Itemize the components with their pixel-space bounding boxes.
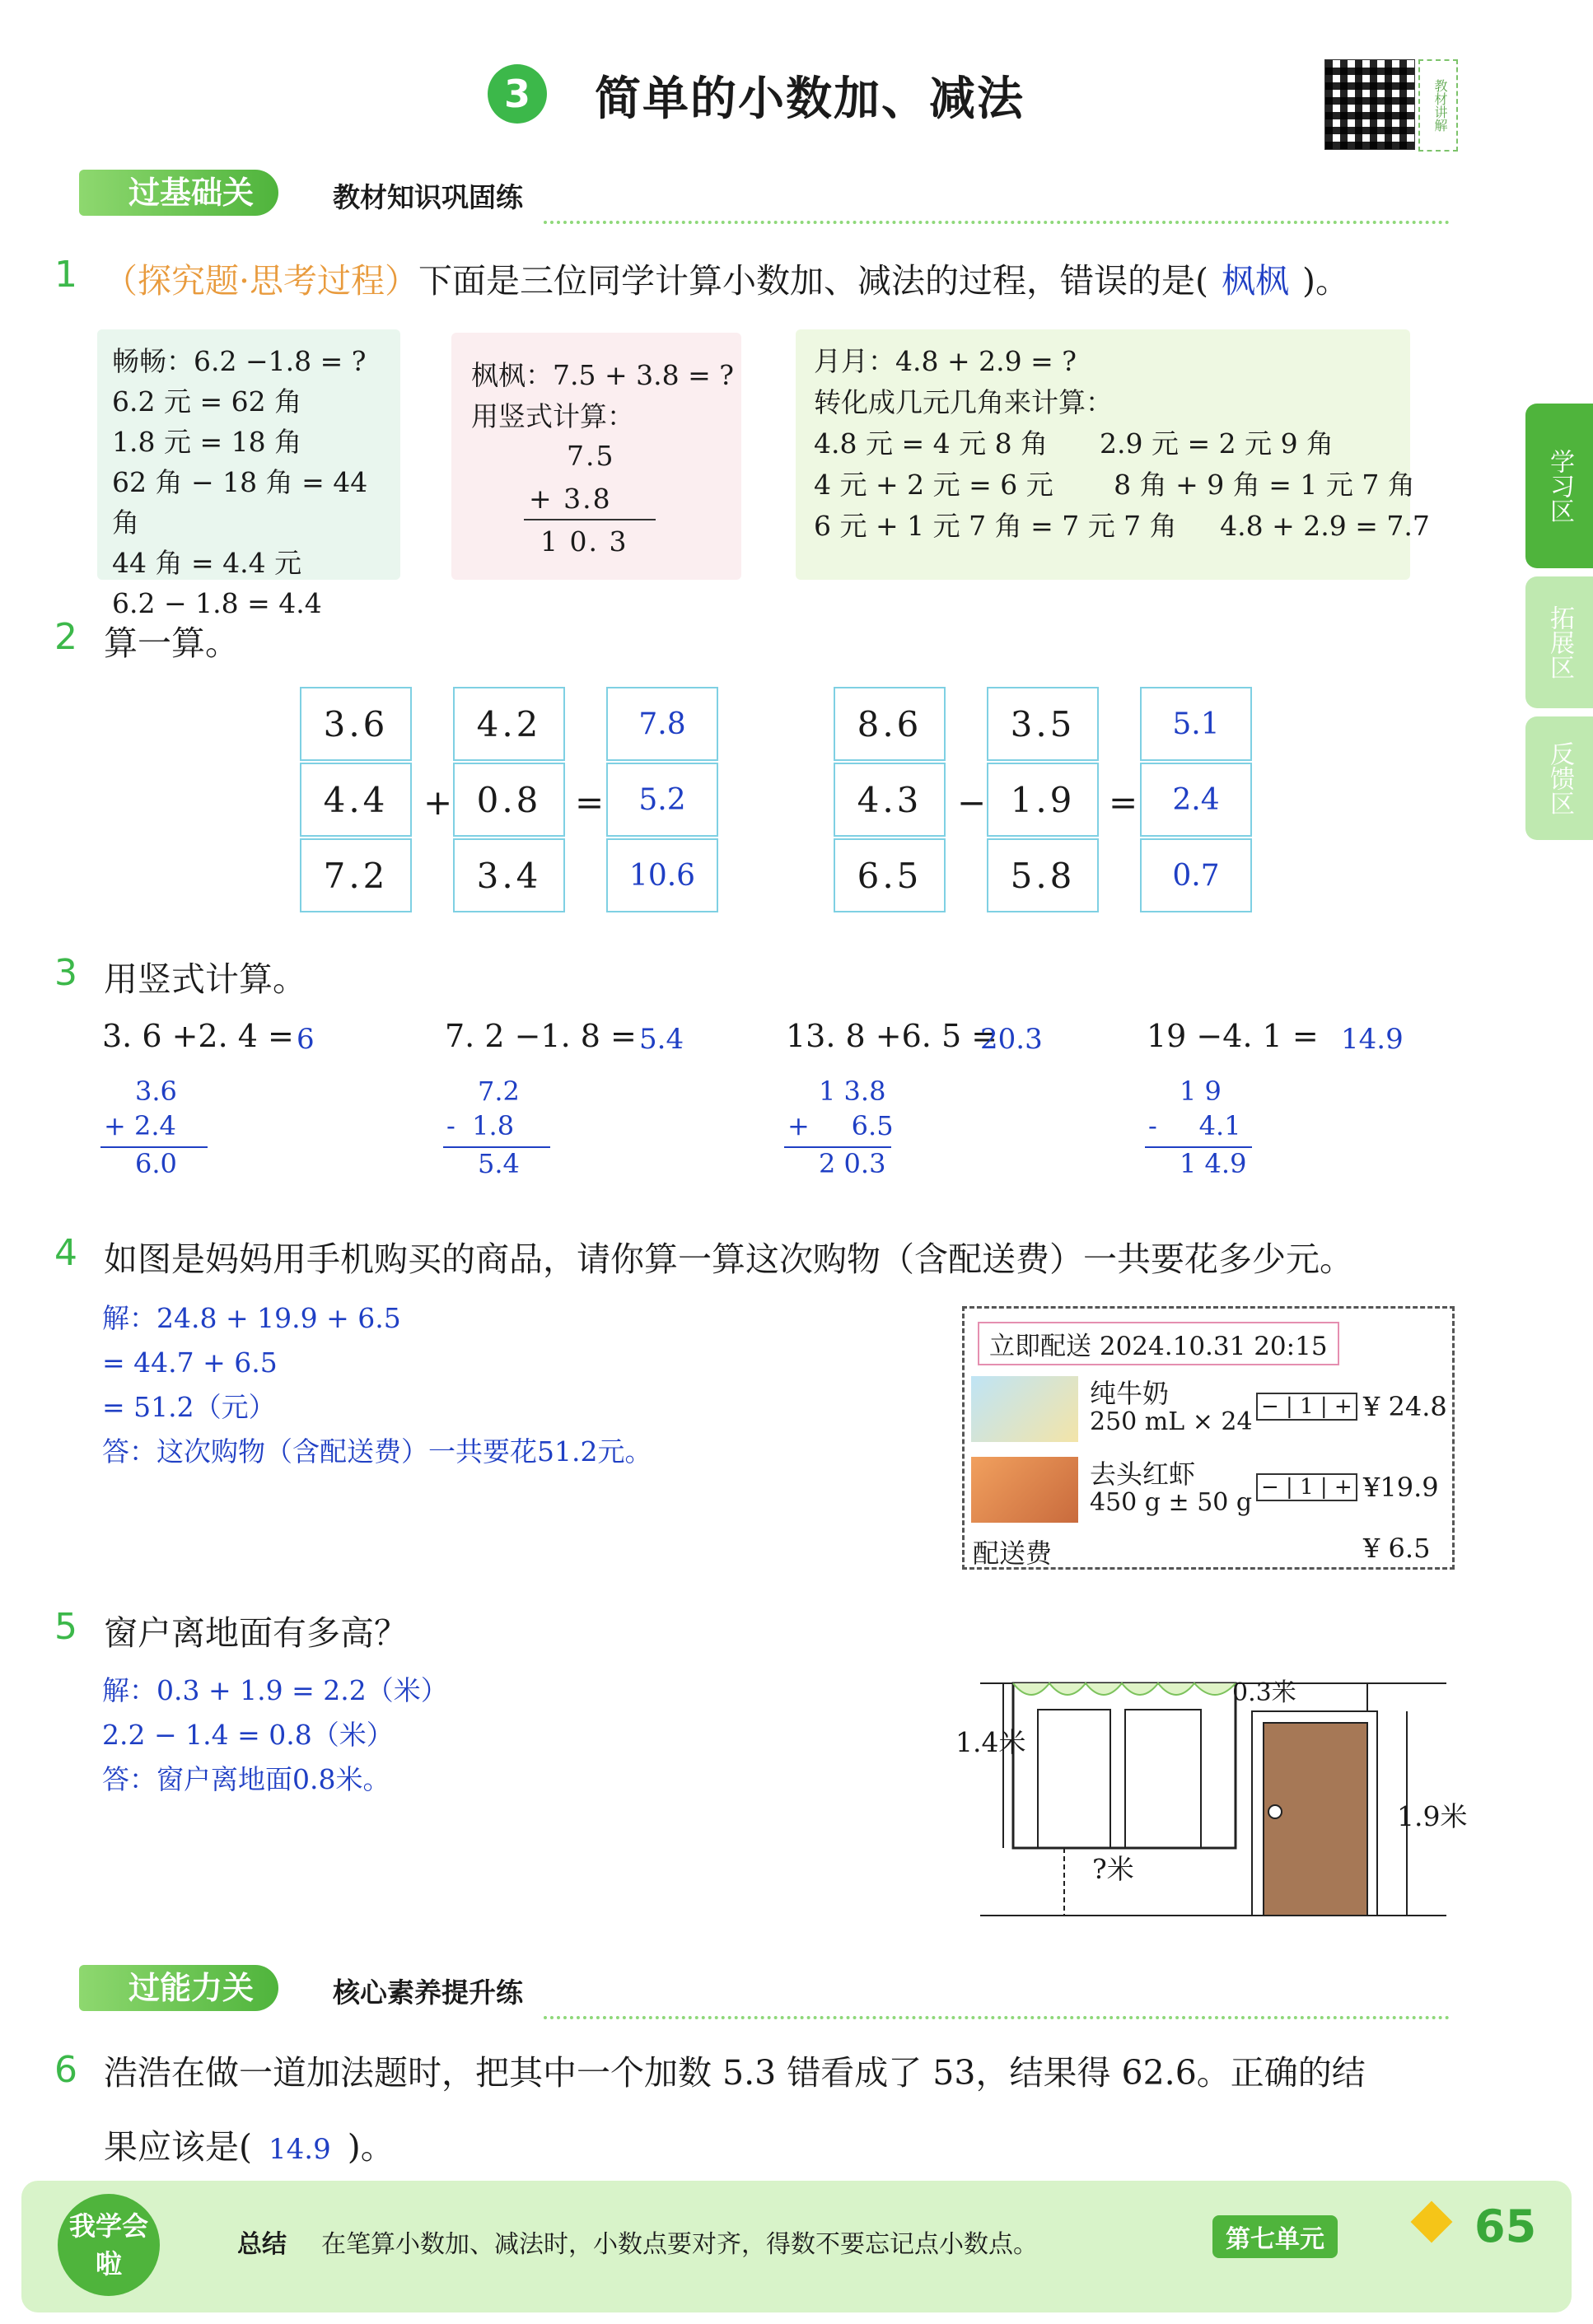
vertical-operand: 3.6 bbox=[135, 1076, 177, 1107]
section-divider bbox=[544, 221, 1450, 224]
answer-cell: 0.7 bbox=[1140, 838, 1252, 912]
q3-answer: 5.4 bbox=[639, 1023, 684, 1056]
gap-label: 0.3米 bbox=[1232, 1678, 1296, 1707]
q1-tag: （探究题·思考过程） bbox=[104, 261, 419, 301]
changchang-line: 畅畅：6.2 −1.8 = ? bbox=[112, 345, 367, 377]
qr-side-label: 教材讲解 bbox=[1418, 59, 1458, 152]
changchang-line: 62 角 − 18 角 = 44 角 bbox=[112, 466, 368, 539]
window-height-label: 1.4米 bbox=[955, 1726, 1026, 1758]
solution-line: 解：0.3 + 1.9 = 2.2（米） bbox=[102, 1674, 448, 1706]
q3-answer: 14.9 bbox=[1341, 1023, 1404, 1056]
item-price: ¥ 24.8 bbox=[1363, 1391, 1447, 1422]
q2-text: 算一算。 bbox=[104, 623, 239, 663]
q3-expression: 7. 2 −1. 8 = bbox=[445, 1018, 637, 1054]
yueyue-line: 月月：4.8 + 2.9 = ? bbox=[814, 345, 1077, 377]
q1-tail: )。 bbox=[1302, 261, 1350, 301]
vertical-operand: 7.2 bbox=[478, 1076, 520, 1107]
qty-stepper[interactable]: − | 1 | + bbox=[1256, 1393, 1357, 1421]
number-cell: 4.4 bbox=[300, 763, 412, 837]
section-subtitle-basic: 教材知识巩固练 bbox=[333, 181, 523, 213]
q6-line2: 果应该是( 14.9 )。 bbox=[104, 2127, 395, 2167]
number-cell: 6.5 bbox=[834, 838, 946, 912]
changchang-line: 6.2 − 1.8 = 4.4 bbox=[112, 587, 322, 619]
number-cell: 3.6 bbox=[300, 687, 412, 761]
fengfeng-title: 枫枫：7.5 + 3.8 = ? bbox=[471, 359, 734, 391]
section-divider bbox=[544, 2016, 1450, 2019]
vertical-result: 5.4 bbox=[478, 1148, 520, 1179]
vertical-result: 2 0.3 bbox=[819, 1148, 886, 1179]
page-number: 65 bbox=[1474, 2200, 1537, 2252]
yueyue-line: 4.8 元 = 4 元 8 角 2.9 元 = 2 元 9 角 bbox=[814, 427, 1334, 460]
q1-text: 下面是三位同学计算小数加、减法的过程，错误的是( bbox=[418, 261, 1209, 301]
q3-text: 用竖式计算。 bbox=[104, 959, 306, 999]
q5-solution bbox=[102, 1668, 448, 1802]
operator-sign: + bbox=[423, 782, 453, 823]
vertical-operand: 1 3.8 bbox=[819, 1076, 886, 1107]
tab-study-area[interactable]: 学习区 bbox=[1525, 404, 1593, 568]
equals-sign: = bbox=[575, 782, 605, 823]
solution-line: = 51.2（元） bbox=[102, 1391, 276, 1423]
page-title: 简单的小数加、减法 bbox=[595, 72, 1025, 126]
section-banner-ability: 过能力关 bbox=[79, 1965, 278, 2011]
answer-cell: 2.4 bbox=[1140, 763, 1252, 837]
unit-badge: 第七单元 bbox=[1212, 2215, 1338, 2258]
solution-line: 答：这次购物（含配送费）一共要花51.2元。 bbox=[102, 1435, 652, 1468]
section-subtitle-ability: 核心素养提升练 bbox=[333, 1976, 523, 2009]
solution-line: 2.2 − 1.4 = 0.8（米） bbox=[102, 1719, 394, 1751]
fengfeng-card bbox=[451, 333, 741, 580]
vertical-operand: 1 9 bbox=[1180, 1076, 1222, 1107]
shrimp-image bbox=[971, 1457, 1078, 1523]
vertical-result: 1 4.9 bbox=[1180, 1148, 1247, 1179]
yueyue-line: 6 元 + 1 元 7 角 = 7 元 7 角 4.8 + 2.9 = 7.7 bbox=[814, 510, 1430, 542]
answer-cell: 10.6 bbox=[606, 838, 718, 912]
item-name: 纯牛奶 bbox=[1090, 1378, 1170, 1409]
fengfeng-addend1: 7.5 bbox=[567, 440, 615, 472]
fengfeng-result: 1 0. 3 bbox=[540, 525, 628, 558]
item-spec: 250 mL × 24 bbox=[1090, 1407, 1253, 1436]
tab-extension-area[interactable]: 拓展区 bbox=[1525, 576, 1593, 708]
number-cell: 3.4 bbox=[453, 838, 565, 912]
number-cell: 4.2 bbox=[453, 687, 565, 761]
vertical-result: 6.0 bbox=[135, 1148, 177, 1179]
delivery-fee: ¥ 6.5 bbox=[1363, 1533, 1431, 1564]
lesson-number-badge: 3 bbox=[488, 64, 547, 124]
qty-stepper[interactable]: − | 1 | + bbox=[1256, 1473, 1357, 1501]
item-spec: 450 g ± 50 g bbox=[1090, 1488, 1253, 1517]
answer-cell: 7.8 bbox=[606, 687, 718, 761]
answer-cell: 5.1 bbox=[1140, 687, 1252, 761]
tab-feedback-area[interactable]: 反馈区 bbox=[1525, 716, 1593, 840]
yueyue-card bbox=[796, 329, 1430, 580]
number-cell: 8.6 bbox=[834, 687, 946, 761]
order-receipt bbox=[962, 1306, 1455, 1570]
qr-code-icon[interactable] bbox=[1324, 59, 1415, 150]
window-door-diagram bbox=[955, 1672, 1466, 1935]
vertical-operand: - 1.8 bbox=[446, 1110, 515, 1141]
vertical-operand: + 6.5 bbox=[787, 1110, 894, 1141]
solution-line: 解：24.8 + 19.9 + 6.5 bbox=[102, 1302, 401, 1334]
q4-text: 如图是妈妈用手机购买的商品，请你算一算这次购物（含配送费）一共要花多少元。 bbox=[104, 1239, 1353, 1279]
q5-text: 窗户离地面有多高？ bbox=[104, 1613, 408, 1653]
q3-answer: 6 bbox=[297, 1023, 315, 1056]
q4-solution bbox=[102, 1296, 652, 1474]
q1-answer: 枫枫 bbox=[1222, 261, 1290, 301]
vertical-operand: - 4.1 bbox=[1148, 1110, 1241, 1141]
yueyue-line: 转化成几元几角来计算： bbox=[814, 386, 1113, 418]
yueyue-line: 4 元 + 2 元 = 6 元 8 角 + 9 角 = 1 元 7 角 bbox=[814, 469, 1415, 501]
solution-line: = 44.7 + 6.5 bbox=[102, 1346, 278, 1379]
operator-sign: − bbox=[957, 782, 987, 823]
footer-badge: 我学会啦 bbox=[58, 2194, 160, 2296]
footer-label: 总结 bbox=[237, 2230, 287, 2259]
q6-line1: 浩浩在做一道加法题时，把其中一个加数 5.3 错看成了 53，结果得 62.6。正确的结 bbox=[104, 2053, 1366, 2093]
item-price: ¥19.9 bbox=[1363, 1472, 1439, 1503]
number-cell: 7.2 bbox=[300, 838, 412, 912]
question-number: 3 bbox=[54, 952, 77, 994]
number-cell: 4.3 bbox=[834, 763, 946, 837]
fengfeng-addend2: + 3.8 bbox=[529, 483, 612, 515]
answer-cell: 5.2 bbox=[606, 763, 718, 837]
question-number: 4 bbox=[54, 1232, 77, 1274]
q1-prompt bbox=[104, 254, 1349, 302]
receipt-header: 立即配送 2024.10.31 20:15 bbox=[978, 1322, 1339, 1365]
changchang-line: 6.2 元 = 62 角 bbox=[112, 385, 302, 418]
question-number: 1 bbox=[54, 254, 77, 296]
q3-expression: 19 −4. 1 = bbox=[1147, 1018, 1319, 1054]
number-cell: 5.8 bbox=[987, 838, 1099, 912]
changchang-line: 1.8 元 = 18 角 bbox=[112, 426, 302, 458]
delivery-fee-label: 配送费 bbox=[973, 1538, 1053, 1569]
q3-expression: 3. 6 +2. 4 = bbox=[102, 1018, 294, 1054]
vertical-operand: + 2.4 bbox=[104, 1110, 176, 1141]
solution-line: 答：窗户离地面0.8米。 bbox=[102, 1763, 390, 1795]
q3-expression: 13. 8 +6. 5 = bbox=[786, 1018, 998, 1054]
changchang-card bbox=[97, 329, 400, 619]
footer-summary: 在笔算小数加、减法时，小数点要对齐，得数不要忘记点小数点。 bbox=[321, 2230, 1038, 2259]
question-number: 5 bbox=[54, 1606, 77, 1648]
number-cell: 0.8 bbox=[453, 763, 565, 837]
fengfeng-method: 用竖式计算： bbox=[471, 400, 634, 432]
number-cell: 3.5 bbox=[987, 687, 1099, 761]
question-number: 6 bbox=[54, 2049, 77, 2091]
changchang-line: 44 角 = 4.4 元 bbox=[112, 547, 302, 579]
question-number: 2 bbox=[54, 616, 77, 658]
unknown-height-label: ?米 bbox=[1092, 1853, 1134, 1885]
section-banner-basic: 过基础关 bbox=[79, 170, 278, 216]
q6-answer: 14.9 bbox=[269, 2133, 331, 2166]
q3-answer: 20.3 bbox=[980, 1023, 1043, 1056]
item-name: 去头红虾 bbox=[1090, 1458, 1196, 1490]
door-height-label: 1.9米 bbox=[1397, 1800, 1468, 1832]
milk-image bbox=[971, 1376, 1078, 1442]
equals-sign: = bbox=[1109, 782, 1138, 823]
number-cell: 1.9 bbox=[987, 763, 1099, 837]
